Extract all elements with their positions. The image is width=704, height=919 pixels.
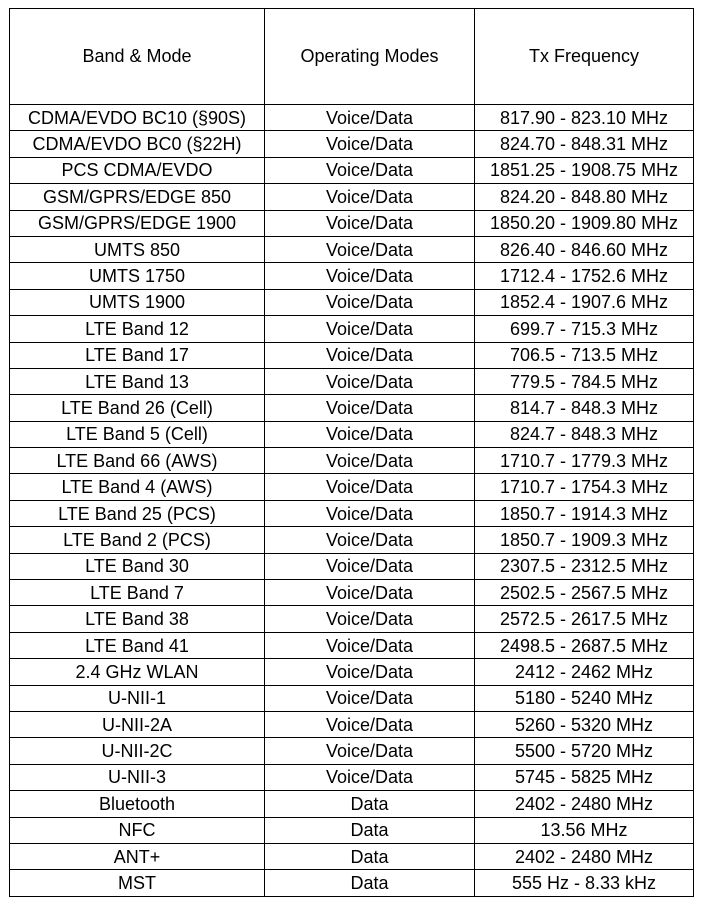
cell-operating-mode: Voice/Data [265,289,475,315]
cell-operating-mode: Voice/Data [265,448,475,474]
cell-operating-mode: Voice/Data [265,342,475,368]
table-row [10,105,694,131]
cell-tx-frequency: 1712.4 - 1752.6 MHz [475,263,694,289]
cell-band-mode: 2.4 GHz WLAN [10,659,265,685]
cell-tx-frequency: 706.5 - 713.5 MHz [475,342,694,368]
cell-tx-frequency: 824.20 - 848.80 MHz [475,184,694,210]
cell-operating-mode: Data [265,817,475,843]
cell-tx-frequency: 2402 - 2480 MHz [475,791,694,817]
cell-band-mode: U-NII-2C [10,738,265,764]
table-row [10,553,694,579]
cell-tx-frequency: 2572.5 - 2617.5 MHz [475,606,694,632]
cell-tx-frequency: 779.5 - 784.5 MHz [475,368,694,394]
cell-band-mode: LTE Band 12 [10,316,265,342]
cell-band-mode: U-NII-3 [10,764,265,790]
table-row [10,289,694,315]
cell-tx-frequency: 826.40 - 846.60 MHz [475,236,694,262]
cell-tx-frequency: 13.56 MHz [475,817,694,843]
cell-operating-mode: Voice/Data [265,157,475,183]
cell-operating-mode: Data [265,843,475,869]
cell-tx-frequency: 1710.7 - 1779.3 MHz [475,448,694,474]
table-row [10,157,694,183]
cell-operating-mode: Voice/Data [265,685,475,711]
cell-tx-frequency: 2307.5 - 2312.5 MHz [475,553,694,579]
cell-band-mode: CDMA/EVDO BC0 (§22H) [10,131,265,157]
cell-operating-mode: Voice/Data [265,210,475,236]
cell-operating-mode: Voice/Data [265,395,475,421]
cell-tx-frequency: 2498.5 - 2687.5 MHz [475,632,694,658]
cell-operating-mode: Voice/Data [265,500,475,526]
cell-operating-mode: Voice/Data [265,553,475,579]
table-row [10,368,694,394]
cell-band-mode: Bluetooth [10,791,265,817]
table-row [10,711,694,737]
table-row [10,606,694,632]
table-header-row [10,9,694,105]
cell-tx-frequency: 1851.25 - 1908.75 MHz [475,157,694,183]
cell-band-mode: LTE Band 7 [10,580,265,606]
table-row [10,316,694,342]
cell-tx-frequency: 1850.7 - 1909.3 MHz [475,527,694,553]
table-row [10,184,694,210]
cell-operating-mode: Voice/Data [265,316,475,342]
frequency-table [9,8,694,897]
cell-tx-frequency: 2412 - 2462 MHz [475,659,694,685]
cell-band-mode: LTE Band 17 [10,342,265,368]
cell-band-mode: UMTS 1900 [10,289,265,315]
cell-operating-mode: Voice/Data [265,711,475,737]
cell-band-mode: LTE Band 30 [10,553,265,579]
cell-tx-frequency: 2502.5 - 2567.5 MHz [475,580,694,606]
cell-tx-frequency: 824.7 - 848.3 MHz [475,421,694,447]
cell-tx-frequency: 1710.7 - 1754.3 MHz [475,474,694,500]
cell-tx-frequency: 817.90 - 823.10 MHz [475,105,694,131]
cell-operating-mode: Voice/Data [265,236,475,262]
cell-operating-mode: Voice/Data [265,368,475,394]
table-row [10,817,694,843]
cell-operating-mode: Data [265,791,475,817]
table-row [10,764,694,790]
cell-tx-frequency: 555 Hz - 8.33 kHz [475,870,694,896]
cell-tx-frequency: 1850.7 - 1914.3 MHz [475,500,694,526]
cell-tx-frequency: 2402 - 2480 MHz [475,843,694,869]
cell-tx-frequency: 1852.4 - 1907.6 MHz [475,289,694,315]
table-row [10,843,694,869]
cell-band-mode: NFC [10,817,265,843]
table-row [10,738,694,764]
cell-tx-frequency: 824.70 - 848.31 MHz [475,131,694,157]
table-row [10,342,694,368]
cell-operating-mode: Voice/Data [265,527,475,553]
cell-operating-mode: Voice/Data [265,421,475,447]
cell-band-mode: LTE Band 38 [10,606,265,632]
cell-band-mode: GSM/GPRS/EDGE 1900 [10,210,265,236]
table-row [10,632,694,658]
cell-tx-frequency: 1850.20 - 1909.80 MHz [475,210,694,236]
table-row [10,395,694,421]
table-body [10,105,694,897]
cell-operating-mode: Voice/Data [265,105,475,131]
cell-band-mode: LTE Band 25 (PCS) [10,500,265,526]
header-band-mode: Band & Mode [10,9,265,105]
cell-tx-frequency: 5745 - 5825 MHz [475,764,694,790]
cell-operating-mode: Voice/Data [265,131,475,157]
cell-band-mode: LTE Band 4 (AWS) [10,474,265,500]
table-row [10,685,694,711]
table-row [10,263,694,289]
cell-tx-frequency: 5180 - 5240 MHz [475,685,694,711]
cell-operating-mode: Voice/Data [265,184,475,210]
table-row [10,236,694,262]
table-row [10,448,694,474]
table-row [10,527,694,553]
table-row [10,131,694,157]
cell-tx-frequency: 814.7 - 848.3 MHz [475,395,694,421]
cell-operating-mode: Voice/Data [265,764,475,790]
header-tx-frequency: Tx Frequency [475,9,694,105]
cell-band-mode: GSM/GPRS/EDGE 850 [10,184,265,210]
table-row [10,210,694,236]
cell-operating-mode: Voice/Data [265,606,475,632]
cell-band-mode: LTE Band 5 (Cell) [10,421,265,447]
cell-band-mode: LTE Band 41 [10,632,265,658]
cell-band-mode: UMTS 1750 [10,263,265,289]
table-row [10,474,694,500]
cell-band-mode: U-NII-1 [10,685,265,711]
cell-band-mode: MST [10,870,265,896]
cell-band-mode: UMTS 850 [10,236,265,262]
table-row [10,870,694,896]
cell-operating-mode: Voice/Data [265,580,475,606]
cell-operating-mode: Voice/Data [265,738,475,764]
header-operating-modes: Operating Modes [265,9,475,105]
table-row [10,791,694,817]
table-row [10,421,694,447]
cell-band-mode: LTE Band 2 (PCS) [10,527,265,553]
table-row [10,659,694,685]
cell-operating-mode: Voice/Data [265,263,475,289]
cell-operating-mode: Voice/Data [265,474,475,500]
cell-band-mode: LTE Band 26 (Cell) [10,395,265,421]
cell-operating-mode: Data [265,870,475,896]
table-row [10,500,694,526]
cell-operating-mode: Voice/Data [265,659,475,685]
table-row [10,580,694,606]
cell-band-mode: ANT+ [10,843,265,869]
cell-band-mode: CDMA/EVDO BC10 (§90S) [10,105,265,131]
cell-operating-mode: Voice/Data [265,632,475,658]
cell-band-mode: PCS CDMA/EVDO [10,157,265,183]
cell-tx-frequency: 5500 - 5720 MHz [475,738,694,764]
cell-tx-frequency: 699.7 - 715.3 MHz [475,316,694,342]
cell-band-mode: U-NII-2A [10,711,265,737]
cell-tx-frequency: 5260 - 5320 MHz [475,711,694,737]
cell-band-mode: LTE Band 13 [10,368,265,394]
cell-band-mode: LTE Band 66 (AWS) [10,448,265,474]
